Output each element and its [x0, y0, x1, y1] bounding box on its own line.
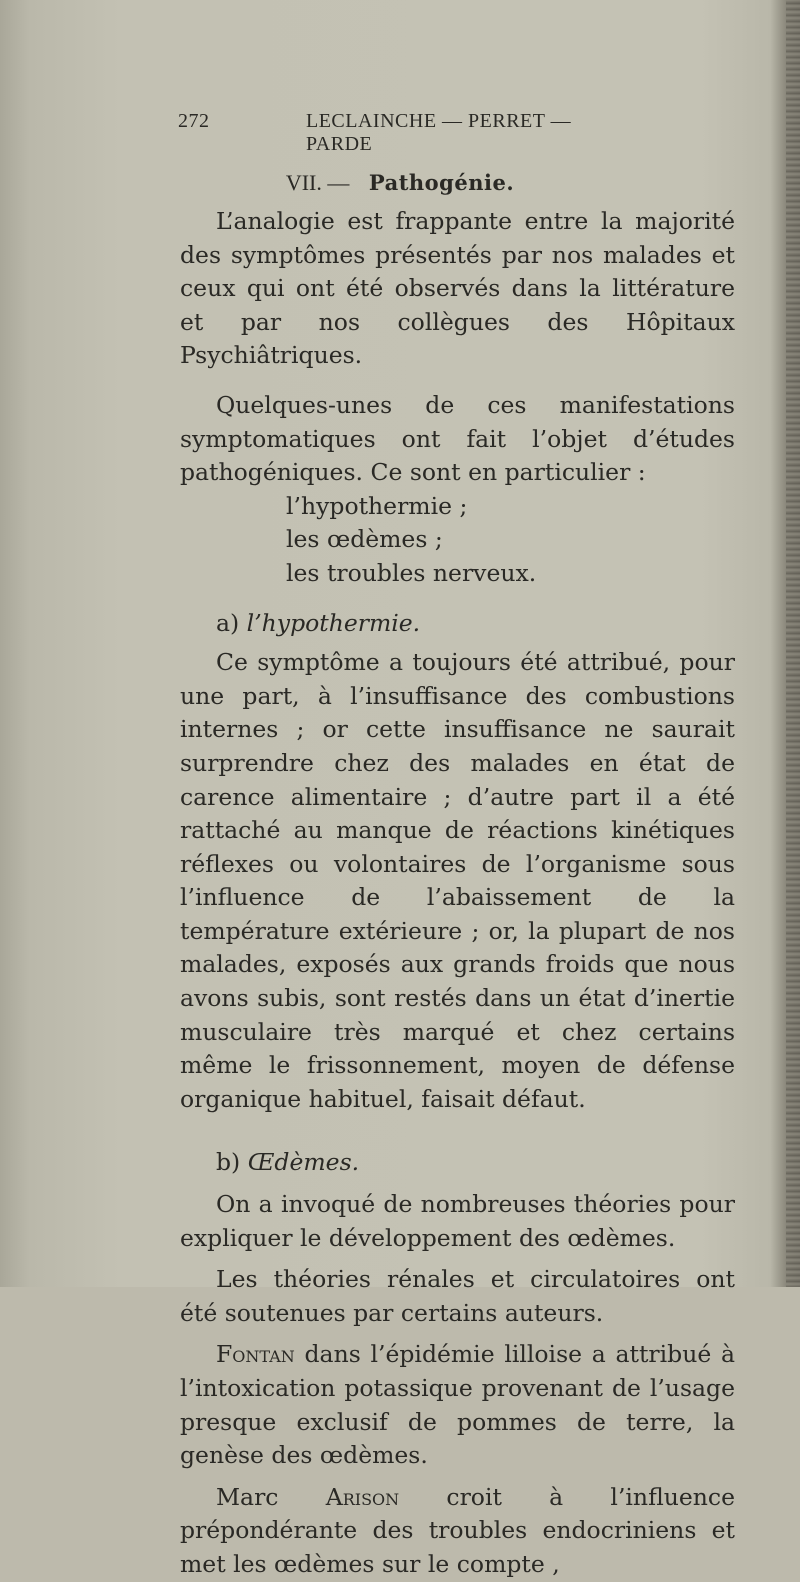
subheading-a — [180, 607, 735, 641]
paragraph-4: On a invoqué de nombreuses théories pour expliquer le développement des œdèmes. — [180, 1190, 735, 1252]
list-item: les troubles nerveux. — [286, 558, 537, 587]
paragraph-7-text: croit à l’influence prépondérante des troubles endocriniens et met les œdèmes sur le compte , — [180, 1482, 735, 1578]
paragraph-3: Ce symptôme a toujours été attribué, pour une part, à l’insuffisance des combustions internes ; or cette insuffisance ne saurait surprendre chez des malades en état de carence alimentaire ; d’autre part il a été rattaché au manque de réactions kinétiques réflexes ou volontaires de l’organisme sous l’influence de l’abaissement de la température extérieure ; or, la plupart de nos malades, exposés aux grands froids que nous avons subis, sont restés dans un état d’inertie musculaire très marqué et chez certains même le frissonnement, moyen de défense organique habituel, faisait défaut. — [180, 648, 735, 1113]
list-item: l’hypothermie ; — [286, 491, 468, 520]
paragraph-7-start: Marc — [216, 1482, 326, 1511]
author-fontan: Fontan — [216, 1340, 295, 1369]
author-arison: Arison — [325, 1482, 400, 1511]
list-item: les œdèmes ; — [286, 525, 443, 554]
section-title: Pathogénie. — [368, 170, 515, 195]
paragraph-1: L’analogie est frappante entre la majorité des symptômes présentés par nos malades et ceux qui ont été observés dans la littérature et par nos collègues des Hôpitaux Psychiâtriques. — [180, 207, 735, 370]
body-text — [180, 205, 735, 1582]
symptom-list — [180, 490, 735, 591]
paragraph-6-text: dans l’épidémie lilloise a attribué à l’intoxication potassique provenant de l’usage presque exclusif de pommes de terre, la genèse des œdèmes. — [180, 1340, 735, 1470]
paragraph-2: Quelques-unes de ces manifestations symptomatiques ont fait l’objet d’études pathogéniques. Ce sont en particulier : — [180, 390, 735, 487]
section-heading — [0, 170, 800, 196]
subheading-a-title: l’hypothermie. — [246, 608, 421, 637]
subheading-b — [180, 1146, 735, 1180]
subheading-b-title: Œdèmes. — [247, 1148, 360, 1177]
paragraph-5: Les théories rénales et circulatoires ont été soutenues par certains auteurs. — [180, 1265, 735, 1327]
section-number: VII. — — [285, 170, 350, 195]
paragraph-6 — [180, 1338, 735, 1472]
running-head: LECLAINCHE — PERRET — PARDE — [306, 110, 572, 155]
subheading-a-label: a) — [216, 608, 240, 637]
paragraph-7 — [180, 1481, 735, 1582]
subheading-b-label: b) — [216, 1148, 241, 1177]
page-number: 272 — [178, 110, 210, 132]
